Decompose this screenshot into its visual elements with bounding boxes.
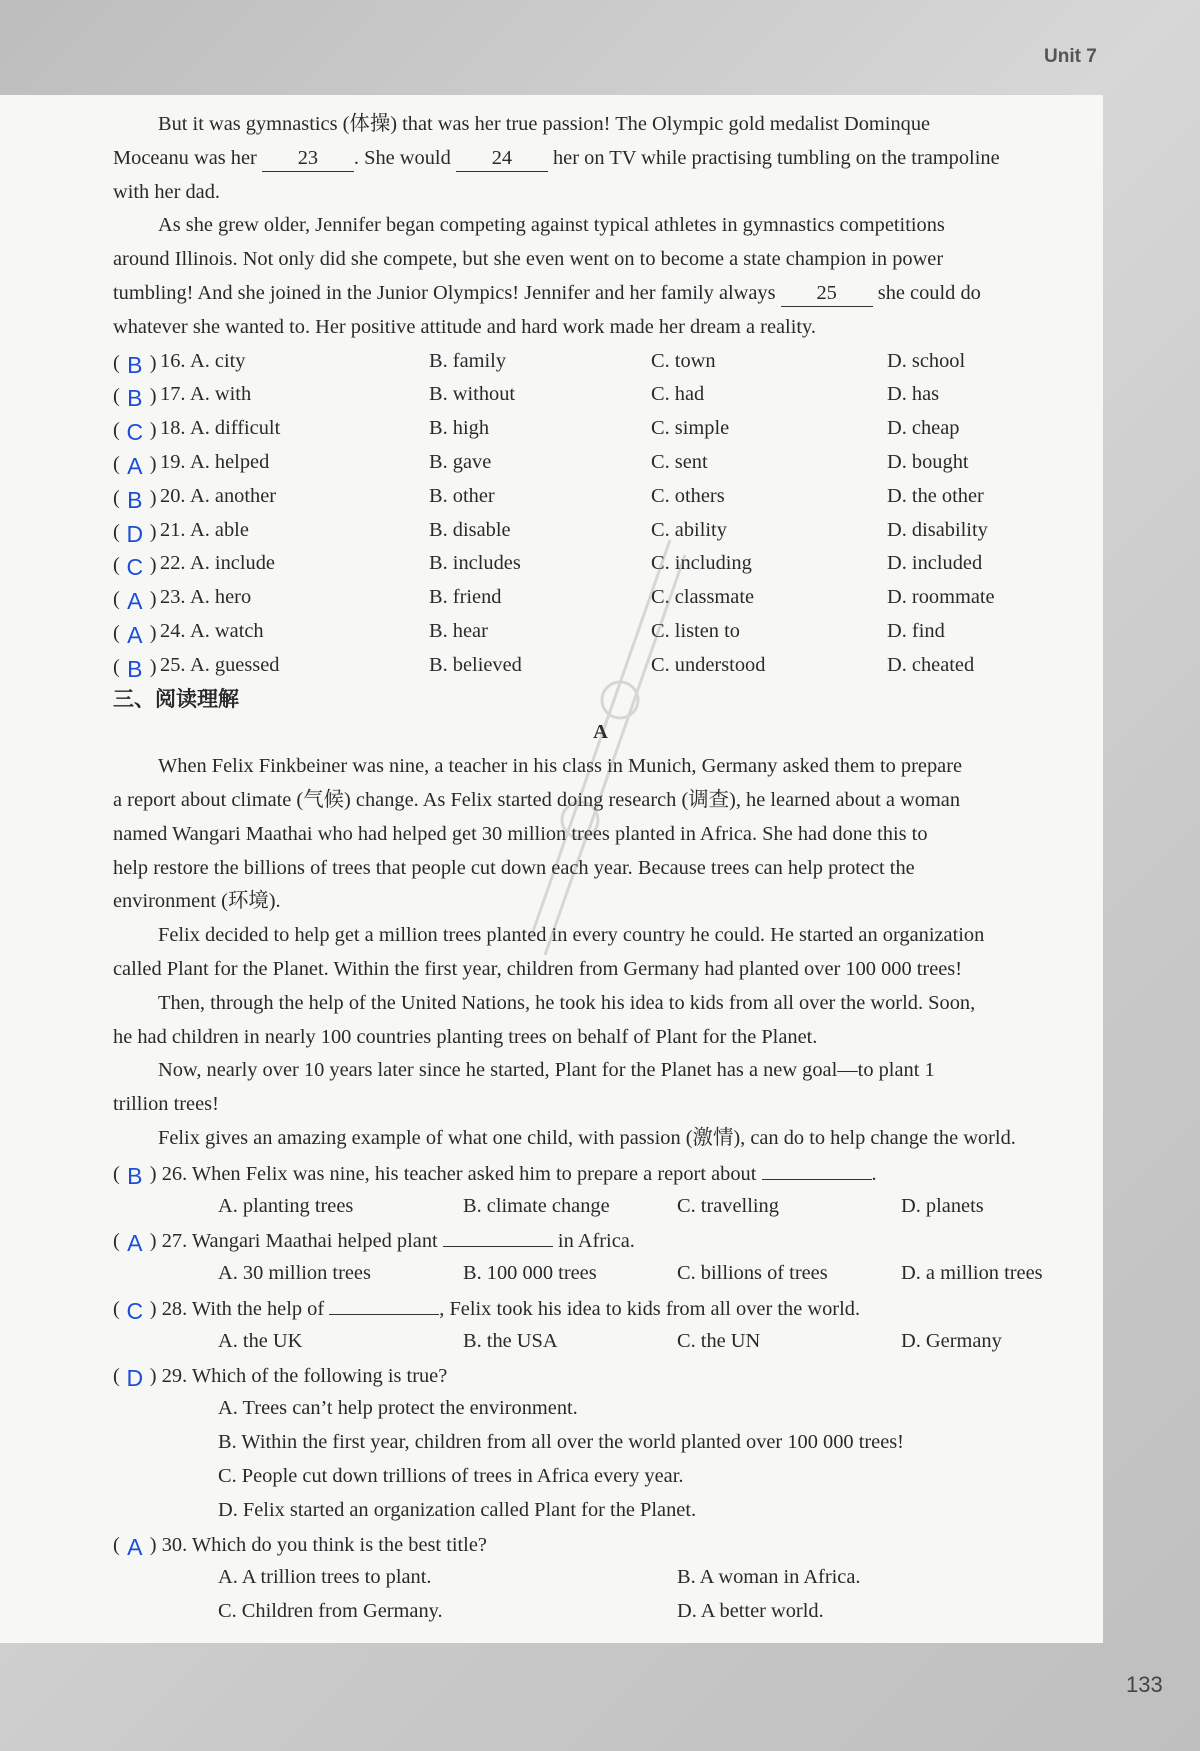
section-heading: 三、阅读理解 [113,686,239,711]
passage-line: with her dad. [113,180,221,203]
cloze-question: ( A ) 19. A. helped B. gave C. sent D. bought [113,446,1088,480]
cloze-question: ( C ) 22. A. include B. includes C. including D. included [113,547,1088,581]
passage-line: tumbling! And she joined in the Junior Olympics! Jennifer and her family always 25 she could do [113,277,1088,311]
passage-line: Felix decided to help get a million trees planted in every country he could. He started an organization [158,924,985,947]
cloze-question: ( B ) 25. A. guessed B. believed C. understood D. cheated [113,649,1088,683]
reading-question: ( A ) 30. Which do you think is the best title? [113,1527,1088,1561]
cloze-question: ( B ) 16. A. city B. family C. town D. school [113,345,1088,379]
passage-line: he had children in nearly 100 countries planting trees on behalf of Plant for the Planet. [113,1025,818,1048]
answer-mark: B [127,351,143,378]
answer-mark: C [126,419,144,446]
answer-mark: B [127,486,143,513]
answer-mark: C [126,554,144,581]
passage-line: When Felix Finkbeiner was nine, a teacher in his class in Munich, Germany asked them to prepare [158,755,963,778]
answer-blank [443,1246,553,1247]
blank-23: 23 [262,145,354,172]
worksheet-content [113,108,1088,1629]
reading-question: ( D ) 29. Which of the following is true? [113,1358,1088,1392]
reading-question: ( B ) 26. When Felix was nine, his teacher asked him to prepare a report about . [113,1156,1088,1190]
passage-line: But it was gymnastics (体操) that was her true passion! The Olympic gold medalist Dominque [158,113,931,135]
cloze-question: ( B ) 17. A. with B. without C. had D. has [113,378,1088,412]
passage-line: called Plant for the Planet. Within the first year, children from Germany had planted over 100 000 trees! [113,957,963,980]
cloze-question: ( A ) 23. A. hero B. friend C. classmate D. roommate [113,581,1088,615]
answer-mark: B [127,385,143,412]
answer-mark: C [126,1297,144,1324]
blank-24: 24 [456,145,548,172]
passage-line: Then, through the help of the United Nations, he took his idea to kids from all over the world. Soon, [158,991,976,1014]
reading-question: ( A ) 27. Wangari Maathai helped plant in Africa. [113,1223,1088,1257]
answer-mark: A [127,1534,143,1561]
passage-line: named Wangari Maathai who had helped get 30 million trees planted in Africa. She had done this to [113,822,928,845]
unit-label: Unit 7 [1044,46,1097,67]
options-row: A. the UK B. the USA C. the UN D. Germany [218,1329,1002,1352]
cloze-question: ( D ) 21. A. able B. disable C. ability D. disability [113,514,1088,548]
passage-line: a report about climate (气候) change. As Felix started doing research (调查), he learned about a woman [113,788,961,811]
passage-line: trillion trees! [113,1093,219,1116]
passage-line: help restore the billions of trees that people cut down each year. Because trees can help protect the [113,856,915,879]
passage-line: Now, nearly over 10 years later since he started, Plant for the Planet has a new goal—to plant 1 [158,1059,935,1082]
answer-mark: D [126,1365,144,1392]
passage-line: whatever she wanted to. Her positive attitude and hard work made her dream a reality. [113,315,817,338]
option-line: A. Trees can’t help protect the environment. [218,1397,578,1420]
answer-mark: A [127,1230,143,1257]
options-row: A. planting trees B. climate change C. travelling D. planets [218,1194,984,1217]
answer-mark: A [127,588,143,615]
cloze-question: ( A ) 24. A. watch B. hear C. listen to D. find [113,615,1088,649]
answer-mark: A [127,452,143,479]
cloze-question: ( B ) 20. A. another B. other C. others D. the other [113,480,1088,514]
cloze-question: ( C ) 18. A. difficult B. high C. simple D. cheap [113,412,1088,446]
answer-blank [762,1179,872,1180]
option-line: B. Within the first year, children from all over the world planted over 100 000 trees! [218,1431,904,1454]
options-row: A. 30 million trees B. 100 000 trees C. billions of trees D. a million trees [218,1262,1043,1285]
passage-line: Moceanu was her 23 . She would 24 her on TV while practising tumbling on the trampoline [113,142,1088,176]
option-line: C. People cut down trillions of trees in Africa every year. [218,1464,684,1487]
options-row: C. Children from Germany. D. A better world. [218,1600,824,1623]
blank-25: 25 [781,280,873,307]
passage-line: As she grew older, Jennifer began competing against typical athletes in gymnastics competitions [158,214,945,237]
passage-label: A [593,721,608,744]
passage-line: around Illinois. Not only did she compete, but she even went on to become a state champion in power [113,248,944,271]
option-line: D. Felix started an organization called Plant for the Planet. [218,1498,697,1521]
answer-mark: D [126,520,144,547]
answer-mark: B [127,655,143,682]
answer-mark: A [127,621,143,648]
answer-blank [329,1314,439,1315]
passage-line: Felix gives an amazing example of what one child, with passion (激情), can do to help change the world. [158,1126,1016,1149]
reading-question: ( C ) 28. With the help of , Felix took his idea to kids from all over the world. [113,1291,1088,1325]
options-row: A. A trillion trees to plant. B. A woman in Africa. [218,1566,861,1589]
passage-line: environment (环境). [113,890,281,913]
cloze-question-list [113,345,1088,683]
page-number: 133 [1126,1672,1163,1697]
answer-mark: B [127,1162,143,1189]
